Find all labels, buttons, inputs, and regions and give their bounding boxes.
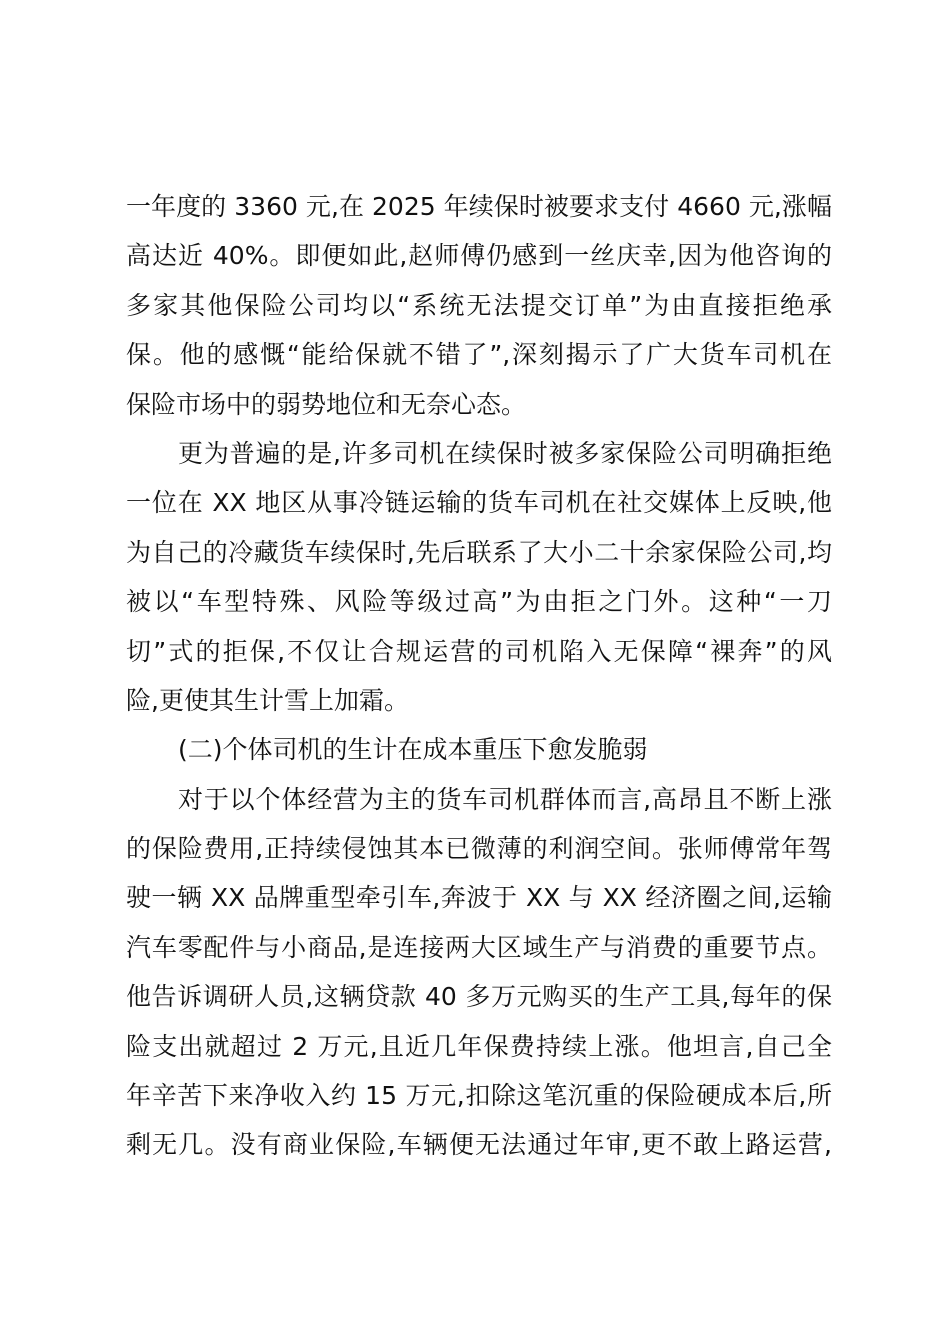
text-line: 的保险费用,正持续侵蚀其本已微薄的利润空间。张师傅常年驾 (126, 834, 832, 864)
text-line: 一年度的 3360 元,在 2025 年续保时被要求支付 4660 元,涨幅 (126, 192, 832, 221)
text-line: 高达近 40%。即便如此,赵师傅仍感到一丝庆幸,因为他咨询的 (126, 241, 832, 271)
text-line: 险支出就超过 2 万元,且近几年保费持续上涨。他坦言,自己全 (126, 1031, 832, 1061)
text-line: 保险市场中的弱势地位和无奈心态。 (126, 389, 527, 419)
paragraph (126, 775, 832, 1170)
paragraph (126, 429, 832, 725)
paragraph (126, 182, 832, 429)
text-line: 驶一辆 XX 品牌重型牵引车,奔波于 XX 与 XX 经济圈之间,运输 (126, 883, 832, 913)
text-line: (二)个体司机的生计在成本重压下愈发脆弱 (178, 735, 648, 765)
text-line: 切”式的拒保,不仅让合规运营的司机陷入无保障“裸奔”的风 (126, 636, 832, 666)
text-line: 一位在 XX 地区从事冷链运输的货车司机在社交媒体上反映,他 (126, 488, 832, 518)
text-line: 保。他的感慨“能给保就不错了”,深刻揭示了广大货车司机在 (126, 340, 832, 370)
text-line: 被以“车型特殊、风险等级过高”为由拒之门外。这种“一刀 (126, 587, 832, 617)
text-line: 险,更使其生计雪上加霜。 (126, 685, 409, 715)
text-line: 剩无几。没有商业保险,车辆便无法通过年审,更不敢上路运营, (126, 1130, 832, 1160)
text-line: 多家其他保险公司均以“系统无法提交订单”为由直接拒绝承 (126, 290, 832, 320)
text-line: 对于以个体经营为主的货车司机群体而言,高昂且不断上涨 (178, 784, 832, 814)
text-line: 汽车零配件与小商品,是连接两大区域生产与消费的重要节点。 (126, 932, 832, 962)
text-line: 年辛苦下来净收入约 15 万元,扣除这笔沉重的保险硬成本后,所 (126, 1081, 832, 1111)
body-text (126, 182, 832, 1170)
text-line: 更为普遍的是,许多司机在续保时被多家保险公司明确拒绝 (178, 438, 832, 468)
paragraph (126, 725, 832, 774)
text-line: 为自己的冷藏货车续保时,先后联系了大小二十余家保险公司,均 (126, 537, 832, 567)
text-line: 他告诉调研人员,这辆贷款 40 多万元购买的生产工具,每年的保 (126, 982, 832, 1012)
